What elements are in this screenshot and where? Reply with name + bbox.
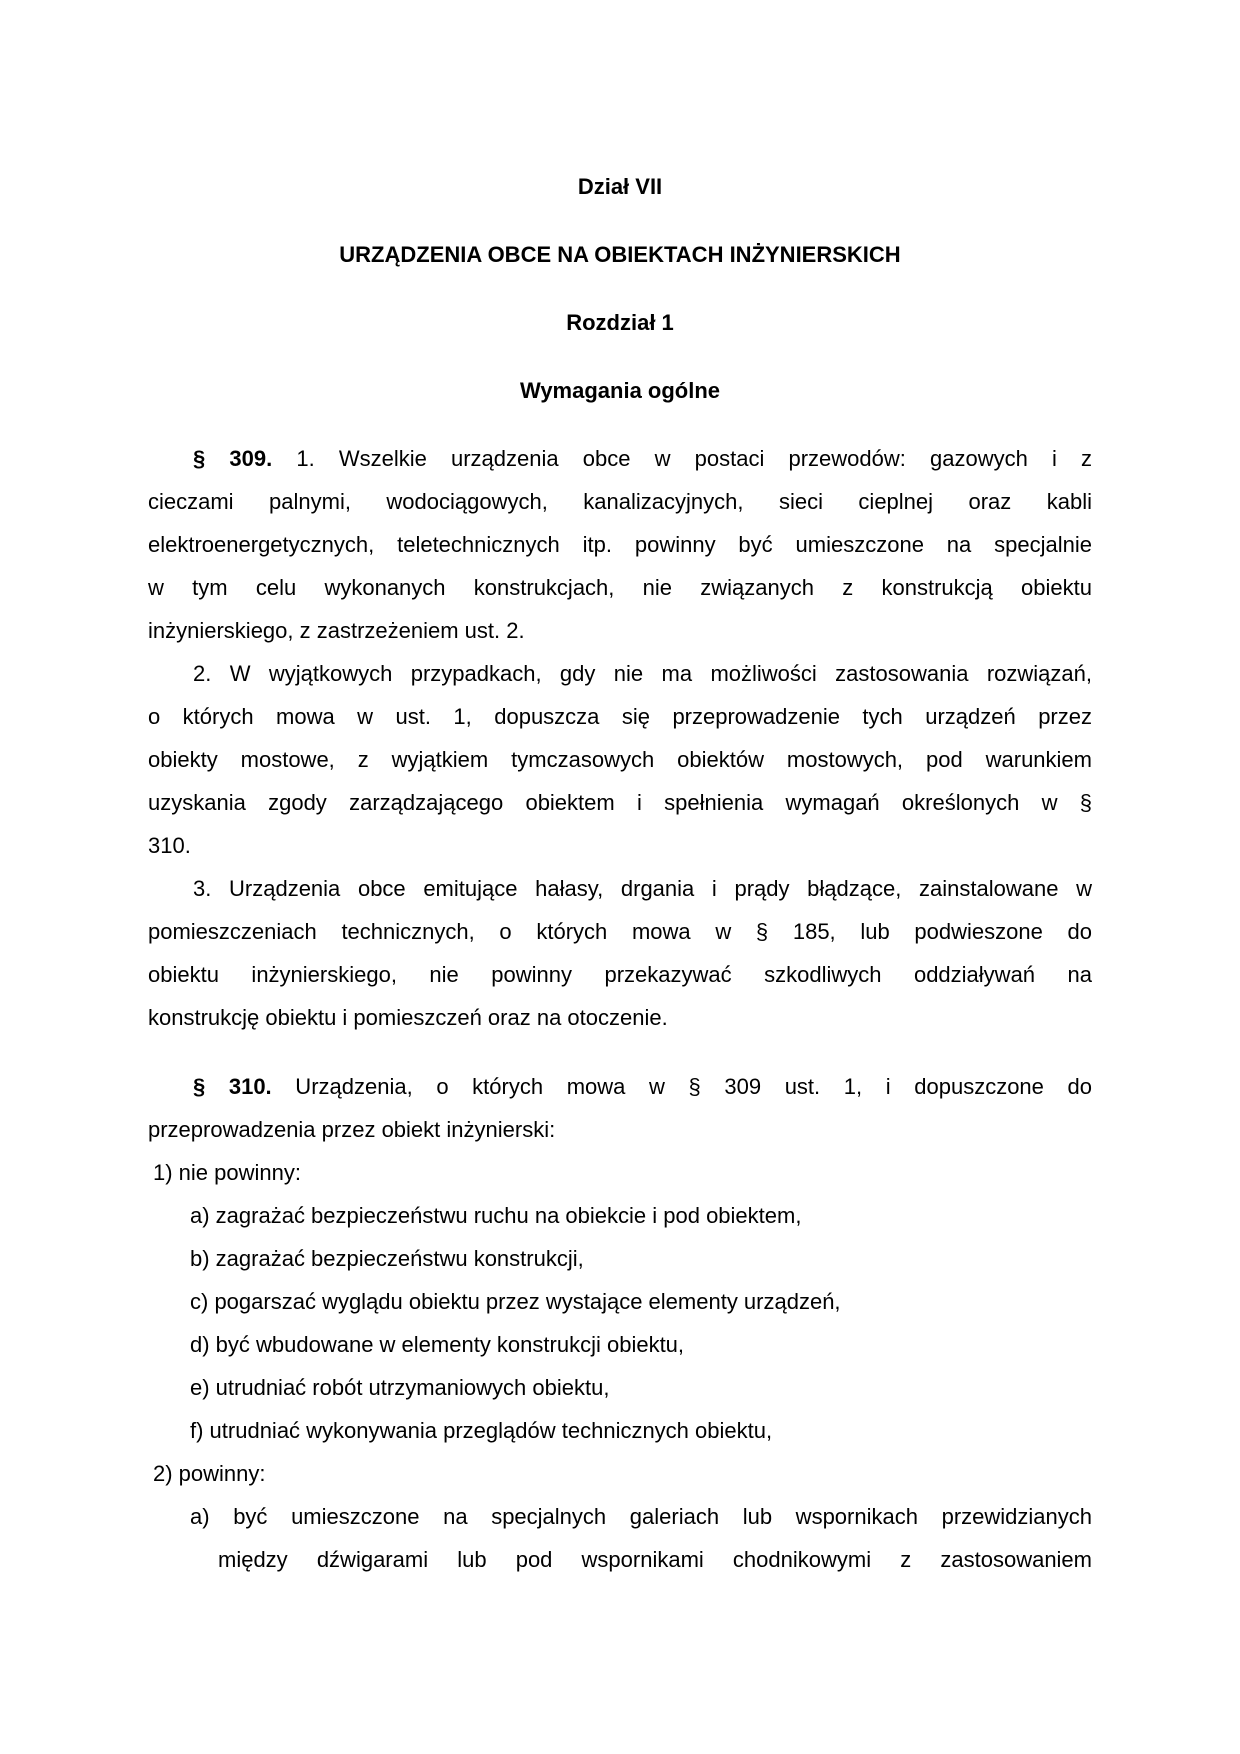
division-heading: Dział VII	[577, 174, 663, 199]
chapter-heading: Rozdział 1	[566, 310, 674, 335]
s309-ust3-line-3: obiektu inżynierskiego, nie powinny przekazywać szkodliwych oddziaływań na	[148, 962, 1092, 987]
s310-line-2: przeprowadzenia przez obiekt inżynierski:	[148, 1117, 556, 1142]
s309-ust2-line-3: obiekty mostowe, z wyjątkiem tymczasowych obiektów mostowych, pod warunkiem	[148, 747, 1092, 772]
s310-line-1	[193, 1072, 1092, 1102]
s309-line-3: elektroenergetycznych, teletechnicznych itp. powinny być umieszczone na specjalnie	[148, 532, 1092, 557]
s310-item-1-b: b) zagrażać bezpieczeństwu konstrukcji,	[190, 1246, 584, 1271]
s309-ust2-line-4: uzyskania zgody zarządzającego obiektem i spełnienia wymagań określonych w §	[148, 790, 1092, 815]
s310-item-1-a: a) zagrażać bezpieczeństwu ruchu na obiekcie i pod obiektem,	[190, 1203, 802, 1228]
s310-mark: § 310.	[193, 1074, 272, 1099]
s309-line-2: cieczami palnymi, wodociągowych, kanalizacyjnych, sieci cieplnej oraz kabli	[148, 489, 1092, 514]
s310-item-2-a-line-2: między dźwigarami lub pod wspornikami chodnikowymi z zastosowaniem	[218, 1547, 1092, 1572]
s310-item-2: 2) powinny:	[153, 1461, 266, 1486]
division-title: URZĄDZENIA OBCE NA OBIEKTACH INŻYNIERSKICH	[339, 242, 901, 267]
s309-line-1-text: 1. Wszelkie urządzenia obce w postaci przewodów: gazowych i z	[272, 446, 1093, 471]
s310-item-2-a-line-1: a) być umieszczone na specjalnych galeriach lub wspornikach przewidzianych	[190, 1504, 1092, 1529]
s309-line-5: inżynierskiego, z zastrzeżeniem ust. 2.	[148, 618, 525, 643]
s309-ust3-line-4: konstrukcję obiektu i pomieszczeń oraz na otoczenie.	[148, 1005, 668, 1030]
s310-item-1-e: e) utrudniać robót utrzymaniowych obiektu,	[190, 1375, 610, 1400]
s310-item-1: 1) nie powinny:	[153, 1160, 301, 1185]
s309-ust2-line-2: o których mowa w ust. 1, dopuszcza się przeprowadzenie tych urządzeń przez	[148, 704, 1092, 729]
s310-line-1-text: Urządzenia, o których mowa w § 309 ust. 1, i dopuszczone do	[271, 1074, 1092, 1099]
s309-ust2-line-1: 2. W wyjątkowych przypadkach, gdy nie ma możliwości zastosowania rozwiązań,	[193, 661, 1092, 686]
s310-item-1-d: d) być wbudowane w elementy konstrukcji obiektu,	[190, 1332, 685, 1357]
chapter-title: Wymagania ogólne	[519, 378, 721, 403]
s310-item-1-c: c) pogarszać wyglądu obiektu przez wystające elementy urządzeń,	[190, 1289, 841, 1314]
s309-line-1	[193, 444, 1092, 474]
s309-ust3-line-1: 3. Urządzenia obce emitujące hałasy, drgania i prądy błądzące, zainstalowane w	[193, 876, 1092, 901]
s310-item-1-f: f) utrudniać wykonywania przeglądów technicznych obiektu,	[190, 1418, 773, 1443]
s309-ust3-line-2: pomieszczeniach technicznych, o których mowa w § 185, lub podwieszone do	[148, 919, 1092, 944]
s309-mark: § 309.	[193, 446, 273, 471]
s309-line-4: w tym celu wykonanych konstrukcjach, nie związanych z konstrukcją obiektu	[148, 575, 1092, 600]
s309-ust2-line-5: 310.	[148, 833, 191, 858]
